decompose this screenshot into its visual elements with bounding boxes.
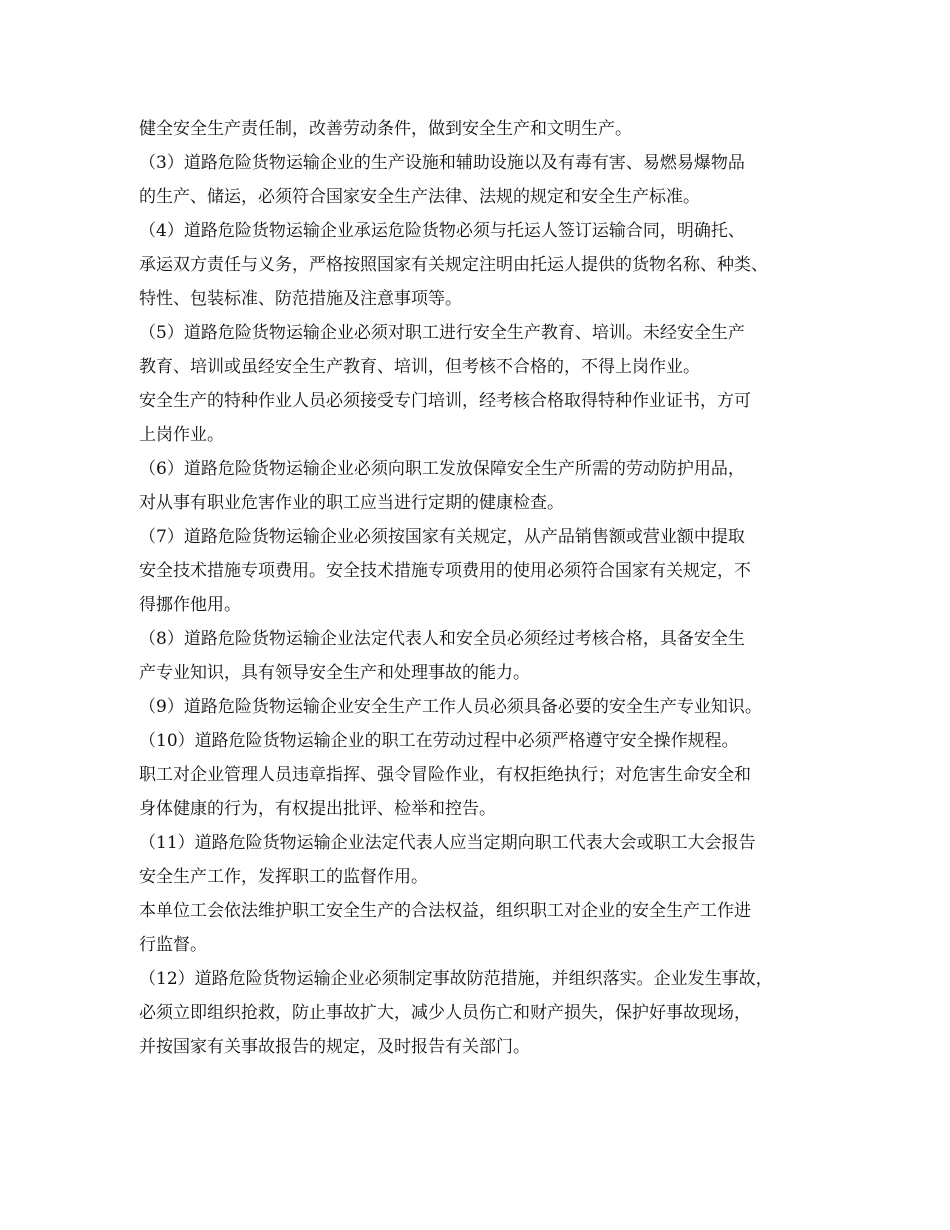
text-line: 安全技术措施专项费用。安全技术措施专项费用的使用必须符合国家有关规定，不 xyxy=(139,561,751,581)
text-line: 产专业知识，具有领导安全生产和处理事故的能力。 xyxy=(139,663,530,683)
text-line: （11）道路危险货物运输企业法定代表人应当定期向职工代表大会或职工大会报告 xyxy=(139,833,756,853)
text-line: 安全生产的特种作业人员必须接受专门培训，经考核合格取得特种作业证书，方可 xyxy=(139,391,751,411)
text-line: 职工对企业管理人员违章指挥、强令冒险作业，有权拒绝执行；对危害生命安全和 xyxy=(139,765,751,785)
text-line: （9）道路危险货物运输企业安全生产工作人员必须具备必要的安全生产专业知识。 xyxy=(139,697,762,717)
text-line: 安全生产工作，发挥职工的监督作用。 xyxy=(139,867,428,887)
text-line: 特性、包装标准、防范措施及注意事项等。 xyxy=(139,289,462,309)
text-line: 对从事有职业危害作业的职工应当进行定期的健康检查。 xyxy=(139,493,564,513)
text-line: 身体健康的行为，有权提出批评、检举和控告。 xyxy=(139,799,496,819)
text-line: 承运双方责任与义务，严格按照国家有关规定注明由托运人提供的货物名称、种类、 xyxy=(139,255,768,275)
text-line: 得挪作他用。 xyxy=(139,595,241,615)
text-line: （5）道路危险货物运输企业必须对职工进行安全生产教育、培训。未经安全生产 xyxy=(139,323,745,343)
text-line: 本单位工会依法维护职工安全生产的合法权益，组织职工对企业的安全生产工作进 xyxy=(139,901,751,921)
text-line: 健全安全生产责任制，改善劳动条件，做到安全生产和文明生产。 xyxy=(139,119,632,139)
text-line: 上岗作业。 xyxy=(139,425,224,445)
text-line: （10）道路危险货物运输企业的职工在劳动过程中必须严格遵守安全操作规程。 xyxy=(139,731,739,751)
text-line: （6）道路危险货物运输企业必须向职工发放保障安全生产所需的劳动防护用品， xyxy=(139,459,745,479)
text-line: （4）道路危险货物运输企业承运危险货物必须与托运人签订运输合同，明确托、 xyxy=(139,221,745,241)
text-line: 必须立即组织抢救，防止事故扩大，减少人员伤亡和财产损失，保护好事故现场， xyxy=(139,1003,751,1023)
text-line: （3）道路危险货物运输企业的生产设施和辅助设施以及有毒有害、易燃易爆物品 xyxy=(139,153,745,173)
text-line: （7）道路危险货物运输企业必须按国家有关规定，从产品销售额或营业额中提取 xyxy=(139,527,745,547)
text-line: 教育、培训或虽经安全生产教育、培训，但考核不合格的，不得上岗作业。 xyxy=(139,357,700,377)
text-line: （8）道路危险货物运输企业法定代表人和安全员必须经过考核合格，具备安全生 xyxy=(139,629,745,649)
text-line: （12）道路危险货物运输企业必须制定事故防范措施，并组织落实。企业发生事故， xyxy=(139,969,773,989)
text-line: 并按国家有关事故报告的规定，及时报告有关部门。 xyxy=(139,1037,530,1057)
text-line: 的生产、储运，必须符合国家安全生产法律、法规的规定和安全生产标准。 xyxy=(139,187,700,207)
text-line: 行监督。 xyxy=(139,935,207,955)
